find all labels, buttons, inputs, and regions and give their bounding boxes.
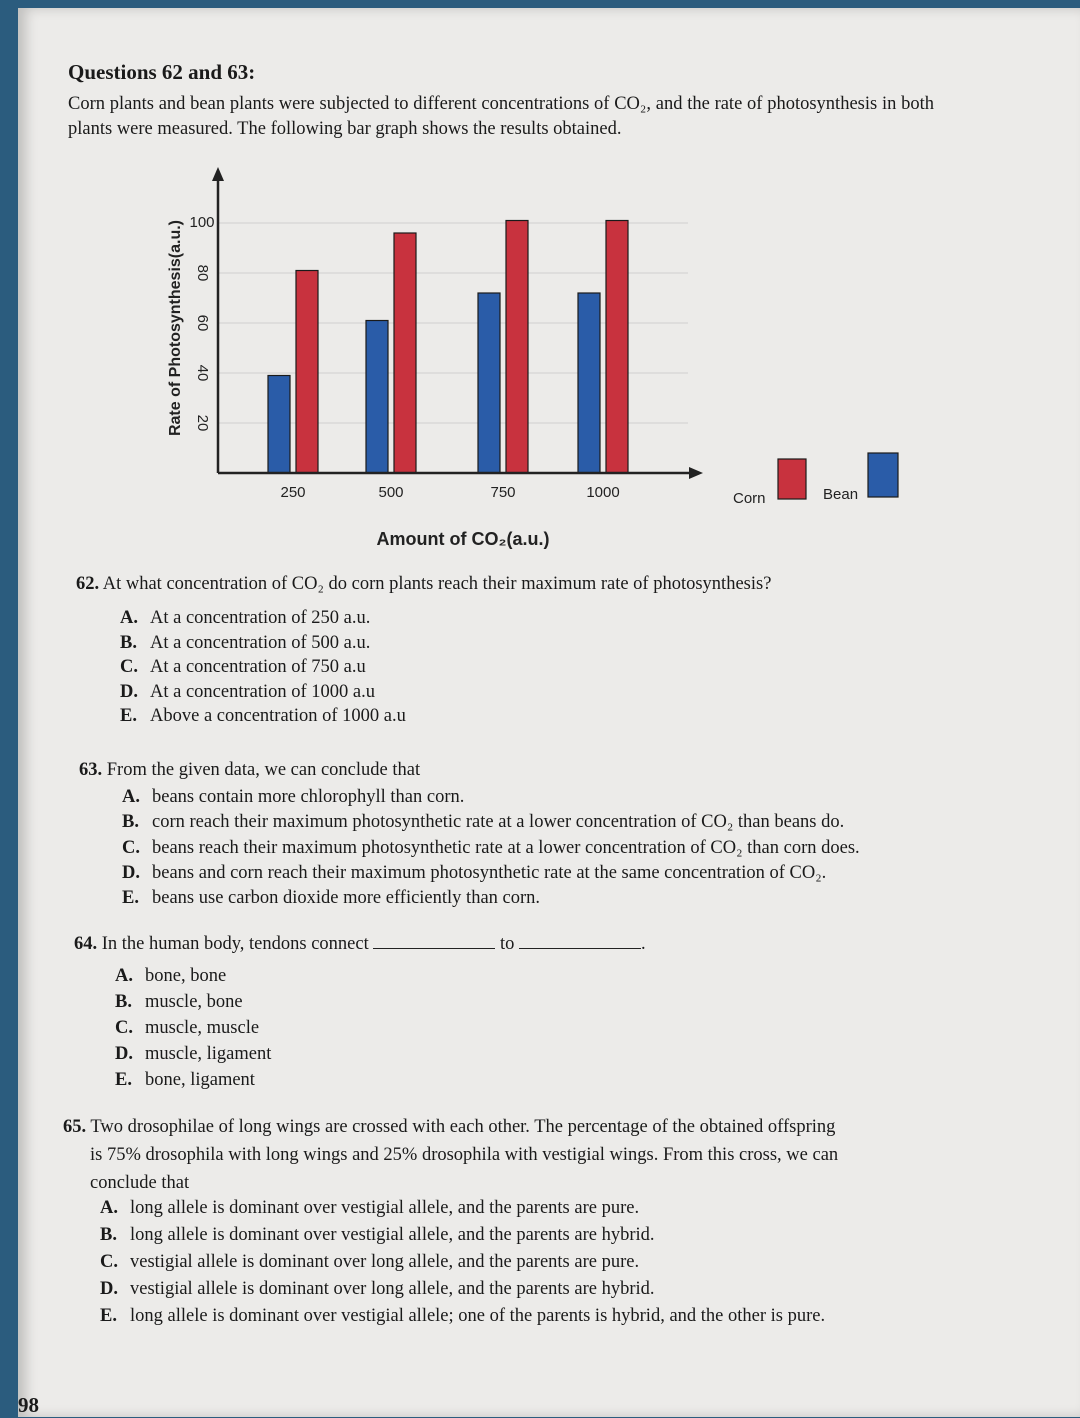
section-heading: Questions 62 and 63: bbox=[68, 60, 256, 84]
end-punct: . bbox=[641, 934, 646, 954]
option-letter: D. bbox=[115, 1044, 133, 1064]
option-b[interactable] bbox=[115, 992, 243, 1013]
option-text: beans and corn reach their maximum photosynthetic rate at the same concentration of CO₂. bbox=[152, 862, 827, 883]
question-stem: In the human body, tendons connect bbox=[101, 934, 369, 954]
option-text: vestigial allele is dominant over long allele, and the parents are pure. bbox=[130, 1252, 640, 1272]
option-letter: E. bbox=[115, 1070, 132, 1090]
option-letter: C. bbox=[120, 657, 138, 678]
photosynthesis-bar-chart bbox=[133, 163, 923, 563]
option-a[interactable] bbox=[100, 1198, 639, 1219]
x-tick-label: 750 bbox=[490, 484, 516, 501]
x-tick-labels bbox=[280, 484, 619, 501]
y-tick-label: 60 bbox=[194, 314, 212, 332]
option-text: beans contain more chlorophyll than corn. bbox=[152, 787, 465, 807]
x-axis-arrow bbox=[689, 467, 703, 479]
page-number: 98 bbox=[18, 1393, 39, 1417]
legend-label-corn: Corn bbox=[733, 490, 766, 507]
question-63 bbox=[79, 760, 420, 781]
option-letter: C. bbox=[100, 1252, 118, 1272]
option-c[interactable] bbox=[115, 1018, 259, 1039]
legend-swatch-corn bbox=[778, 459, 806, 499]
option-letter: A. bbox=[122, 787, 140, 807]
option-text: long allele is dominant over vestigial allele; one of the parents is hybrid, and the other is pure. bbox=[130, 1306, 826, 1326]
option-letter: A. bbox=[100, 1198, 118, 1218]
question-stem-line-2: is 75% drosophila with long wings and 25% drosophila with vestigial wings. From this cross, we can bbox=[90, 1145, 839, 1165]
option-a[interactable] bbox=[122, 787, 464, 808]
option-letter: B. bbox=[120, 632, 137, 653]
bar-bean-500 bbox=[366, 321, 388, 474]
chart-bars bbox=[268, 221, 628, 474]
option-d[interactable] bbox=[120, 682, 375, 703]
option-letter: D. bbox=[122, 862, 140, 883]
worksheet-page bbox=[18, 8, 1080, 1417]
question-number: 64. bbox=[74, 934, 98, 954]
option-a[interactable] bbox=[115, 966, 226, 987]
option-text: corn reach their maximum photosynthetic rate at a lower concentration of CO₂ than beans do. bbox=[152, 812, 845, 833]
option-d[interactable] bbox=[100, 1279, 655, 1300]
y-tick-label: 80 bbox=[194, 264, 212, 282]
question-stem: From the given data, we can conclude that bbox=[106, 760, 421, 780]
bar-corn-1000 bbox=[606, 221, 628, 474]
option-c[interactable] bbox=[120, 657, 366, 678]
answer-blank-2[interactable] bbox=[519, 934, 641, 949]
answer-blank-1[interactable] bbox=[373, 934, 495, 949]
option-letter: B. bbox=[115, 992, 132, 1012]
option-text: beans use carbon dioxide more efficiently than corn. bbox=[152, 888, 541, 909]
option-letter: D. bbox=[120, 681, 138, 702]
intro-paragraph: Corn plants and bean plants were subjected to different concentrations of CO₂, and the rate of photosynthesis in both plants were measured. The following bar graph shows the results obtained. bbox=[68, 94, 934, 139]
option-text: muscle, muscle bbox=[145, 1018, 260, 1038]
question-number: 63. bbox=[79, 760, 103, 780]
chart-legend bbox=[733, 453, 898, 507]
option-letter: E. bbox=[120, 706, 137, 727]
option-d[interactable] bbox=[115, 1044, 271, 1065]
option-text: bone, bone bbox=[145, 966, 227, 986]
option-e[interactable] bbox=[120, 706, 406, 727]
option-c[interactable] bbox=[122, 838, 860, 859]
question-64 bbox=[74, 934, 646, 955]
y-axis-label: Rate of Photosynthesis(a.u.) bbox=[167, 219, 184, 437]
bar-corn-250 bbox=[296, 271, 318, 474]
option-letter: A. bbox=[115, 966, 133, 986]
y-tick-labels bbox=[189, 214, 214, 431]
bar-corn-500 bbox=[394, 233, 416, 473]
x-tick-label: 250 bbox=[280, 484, 306, 501]
option-text: bone, ligament bbox=[145, 1070, 255, 1090]
option-b[interactable] bbox=[120, 633, 370, 654]
bar-bean-750 bbox=[478, 293, 500, 473]
option-text: muscle, ligament bbox=[145, 1044, 272, 1064]
option-text: long allele is dominant over vestigial allele, and the parents are hybrid. bbox=[130, 1225, 655, 1245]
option-text: beans reach their maximum photosynthetic rate at a lower concentration of CO₂ than corn does. bbox=[152, 837, 860, 858]
option-letter: C. bbox=[115, 1018, 133, 1038]
option-letter: C. bbox=[122, 837, 140, 858]
option-e[interactable] bbox=[100, 1306, 825, 1327]
question-65 bbox=[63, 1113, 983, 1197]
option-text: At a concentration of 250 a.u. bbox=[150, 608, 371, 628]
x-axis-label: Amount of CO₂(a.u.) bbox=[376, 529, 550, 549]
question-stem: At what concentration of CO₂ do corn plants reach their maximum rate of photosynthesis? bbox=[102, 574, 772, 594]
bar-corn-750 bbox=[506, 221, 528, 474]
option-e[interactable] bbox=[122, 888, 540, 909]
option-letter: B. bbox=[100, 1225, 117, 1245]
option-text: vestigial allele is dominant over long allele, and the parents are hybrid. bbox=[130, 1279, 655, 1299]
option-text: At a concentration of 500 a.u. bbox=[150, 632, 371, 653]
question-stem-line-1: Two drosophilae of long wings are crossed with each other. The percentage of the obtained offspring bbox=[90, 1117, 836, 1137]
option-e[interactable] bbox=[115, 1070, 255, 1091]
option-letter: E. bbox=[100, 1306, 117, 1326]
x-tick-label: 1000 bbox=[586, 484, 620, 501]
connector-word: to bbox=[500, 934, 515, 954]
option-b[interactable] bbox=[100, 1225, 655, 1246]
question-62 bbox=[76, 574, 771, 595]
legend-swatch-bean bbox=[868, 453, 898, 497]
option-c[interactable] bbox=[100, 1252, 639, 1273]
option-text: At a concentration of 750 a.u bbox=[150, 657, 366, 678]
y-tick-label: 100 bbox=[189, 213, 215, 231]
x-tick-label: 500 bbox=[378, 484, 404, 501]
option-text: muscle, bone bbox=[145, 992, 243, 1012]
y-axis-arrow bbox=[212, 167, 224, 181]
bar-bean-250 bbox=[268, 376, 290, 474]
option-text: At a concentration of 1000 a.u bbox=[150, 681, 376, 702]
bar-bean-1000 bbox=[578, 293, 600, 473]
legend-label-bean: Bean bbox=[823, 486, 859, 503]
option-letter: D. bbox=[100, 1279, 118, 1299]
option-letter: E. bbox=[122, 888, 139, 909]
y-tick-label: 40 bbox=[194, 364, 212, 382]
question-number: 62. bbox=[76, 574, 100, 594]
question-number: 65. bbox=[63, 1117, 87, 1137]
question-stem-line-3: conclude that bbox=[90, 1173, 190, 1193]
y-tick-label: 20 bbox=[194, 414, 212, 432]
option-letter: A. bbox=[120, 608, 138, 628]
option-text: long allele is dominant over vestigial allele, and the parents are pure. bbox=[130, 1198, 640, 1218]
option-letter: B. bbox=[122, 812, 139, 833]
option-text: Above a concentration of 1000 a.u bbox=[150, 706, 406, 727]
option-b[interactable] bbox=[122, 812, 844, 833]
option-d[interactable] bbox=[122, 863, 826, 884]
option-a[interactable] bbox=[120, 608, 370, 629]
